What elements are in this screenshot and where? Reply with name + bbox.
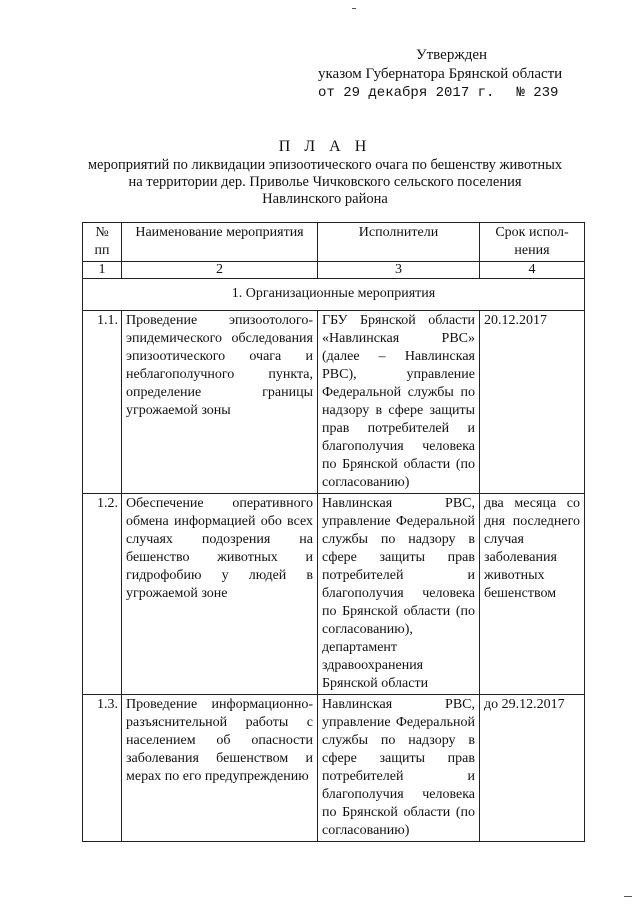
approval-date-line (318, 84, 628, 103)
header-activity: Наименование мероприятия (122, 223, 318, 262)
row-deadline: два месяца со дня последнего случая заболевания животных бешенством (480, 494, 585, 695)
column-number: 1 (83, 262, 122, 279)
scan-artifact (352, 8, 356, 9)
row-activity: Проведение эпизоотолого-эпидемического обследования эпизоотического очага и неблагополучного пункта, определение границы угрожаемой зоны (122, 311, 318, 494)
document-title: П Л А Н (278, 138, 372, 155)
row-executors: ГБУ Брянской области «Навлинская РВС» (далее – Навлинская РВС), управление Федеральной службы по надзору в сфере защиты прав потребителей и благополучия человека по Брянской области (по согласованию) (318, 311, 480, 494)
section-row (83, 279, 585, 311)
scan-artifact (624, 896, 632, 897)
plan-table (82, 222, 585, 842)
table-row (83, 494, 585, 695)
approval-date: от 29 декабря 2017 г. (318, 85, 495, 101)
row-deadline: 20.12.2017 (480, 311, 585, 494)
row-number: 1.2. (83, 494, 122, 695)
header-executors: Исполнители (318, 223, 480, 262)
section-title: 1. Организационные мероприятия (83, 279, 585, 311)
row-number: 1.3. (83, 695, 122, 842)
approval-block (318, 46, 628, 103)
table-header-row (83, 223, 585, 262)
approval-number: № 239 (516, 85, 559, 101)
column-number: 4 (480, 262, 585, 279)
row-activity: Обеспечение оперативного обмена информацией обо всех случаях подозрения на бешенство животных и гидрофобию у людей в угрожаемой зоне (122, 494, 318, 695)
row-executors: Навлинская РВС, управление Федеральной службы по надзору в сфере защиты прав потребителей и благополучия человека по Брянской области (по согласованию) (318, 695, 480, 842)
approval-decree: указом Губернатора Брянской области (318, 66, 563, 82)
row-activity: Проведение информационно-разъяснительной работы с населением об опасности заболевания бешенством и мерах по его предупреждению (122, 695, 318, 842)
approval-title: Утвержден (416, 47, 488, 63)
header-deadline: Срок испол- нения (480, 223, 585, 262)
document-subtitle-line-1: мероприятий по ликвидации эпизоотического очага по бешенству животных (87, 157, 563, 173)
header-number: № пп (83, 223, 122, 262)
column-number: 2 (122, 262, 318, 279)
document-subtitle-line-2: на территории дер. Приволье Чичковского сельского поселения (128, 174, 522, 190)
table-row (83, 695, 585, 842)
column-number: 3 (318, 262, 480, 279)
document-subtitle-line-3: Навлинского района (262, 191, 388, 207)
table-row (83, 311, 585, 494)
row-executors: Навлинская РВС, управление Федеральной службы по надзору в сфере защиты прав потребителей и благополучия человека по Брянской области (по согласованию), департамент здравоохранения Брянской области (318, 494, 480, 695)
column-number-row (83, 262, 585, 279)
row-number: 1.1. (83, 311, 122, 494)
row-deadline: до 29.12.2017 (480, 695, 585, 842)
document-heading (60, 138, 590, 208)
